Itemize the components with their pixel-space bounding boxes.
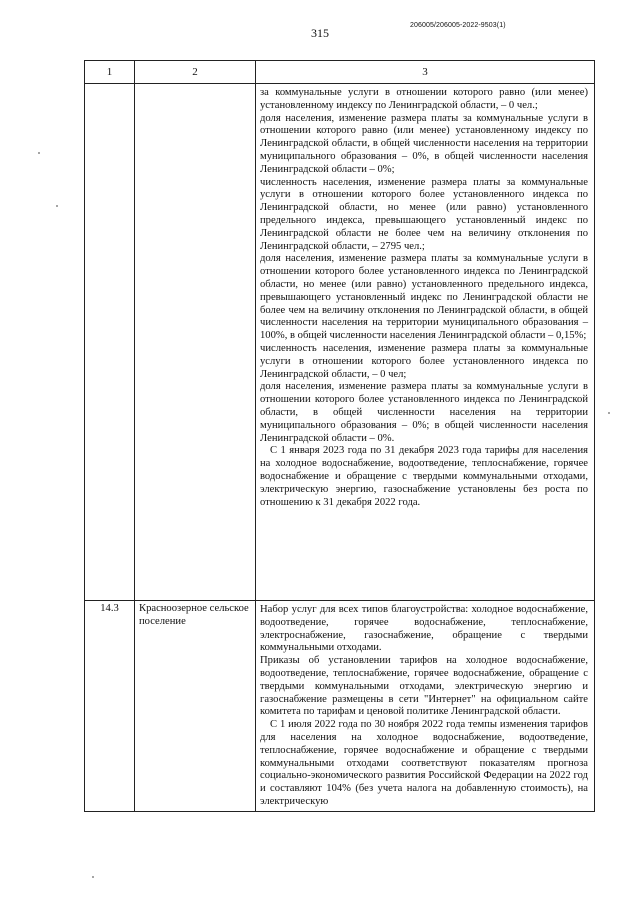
paragraph: Набор услуг для всех типов благоустройства: холодное водоснабжение, водоотведение, горячее водоснабжение, теплоснабжение, электроснабжение, газоснабжение, обращение с твердыми коммунальными отходами. [260, 604, 588, 654]
scan-speck [38, 152, 40, 154]
paragraph: С 1 июля 2022 года по 30 ноября 2022 года темпы изменения тарифов для населения на холодное водоснабжение, водоотведение, теплоснабжение, горячее водоснабжение и обращение с твердыми коммунальными отходами соответствуют показателям прогноза социально-экономического развития Российской Федерации на 2022 год и составляют 104% (без учета налога на добавленную стоимость), на электрическую [260, 719, 588, 807]
settlement-name [135, 84, 256, 601]
column-header-1: 1 [85, 61, 135, 84]
description-cell [256, 601, 595, 812]
row-number [85, 84, 135, 601]
column-header-3: 3 [256, 61, 595, 84]
description-cell [256, 84, 595, 601]
paragraph: доля населения, изменение размера платы за коммунальные услуги в отношении которого более установленного индекса по Ленинградской области, в общей численности населения на территории муниципального образования – 0%; в общей численности населения Ленинградской области – 0%. [260, 381, 588, 444]
page-number: 315 [311, 26, 329, 40]
scan-speck [608, 412, 610, 414]
settlement-name: Красноозерное сельское поселение [135, 601, 256, 812]
paragraph: численность населения, изменение размера платы за коммунальные услуги в отношении которого более установленного индекса по Ленинградской области, но менее (или равно) установленного предельного индекса, превышающего установленный индекс по Ленинградской области не более чем на величину отклонения по Ленинградской области, – 2795 чел.; [260, 176, 588, 252]
row-number: 14.3 [85, 601, 135, 812]
scan-speck [56, 205, 58, 207]
document-id: 206005/206005-2022-9503(1) [410, 22, 506, 29]
table-header-row [85, 61, 595, 84]
paragraph: численность населения, изменение размера платы за коммунальные услуги в отношении которого более установленного индекса по Ленинградской области, – 0 чел; [260, 342, 588, 380]
paragraph: доля населения, изменение размера платы за коммунальные услуги в отношении которого равно (или менее) установленному индексу по Ленинградской области, в общей численности населения на территории муниципального образования – 0%, в общей численности населения Ленинградской области – 0%; [260, 112, 588, 175]
table-row [85, 84, 595, 601]
paragraph: доля населения, изменение размера платы за коммунальные услуги в отношении которого более установленного индекса по Ленинградской области, но менее (или равно) установленного предельного индекса, превышающего установленный индекс по Ленинградской области не более чем на величину отклонения по Ленинградской области, в общей численности населения на территории муниципального образования – 100%, в общей численности населения Ленинградской области – 0,15%; [260, 253, 588, 342]
paragraph: за коммунальные услуги в отношении которого равно (или менее) установленному индексу по Ленинградской области, – 0 чел.; [260, 87, 588, 111]
tariff-table [84, 60, 595, 812]
table-row [85, 601, 595, 812]
paragraph: С 1 января 2023 года по 31 декабря 2023 года тарифы для населения на холодное водоснабжение, водоотведение, теплоснабжение, горячее водоснабжение и обращение с твердыми коммунальными отходами, электрическую энергию, газоснабжение установлены без роста по отношению к 31 декабря 2022 года. [260, 445, 588, 508]
paragraph: Приказы об установлении тарифов на холодное водоснабжение, водоотведение, теплоснабжение, горячее водоснабжение, обращение с твердыми коммунальными отходами, электрическую энергию и газоснабжение размещены в сети "Интернет" на официальном сайте комитета по тарифам и ценовой политике Ленинградской области. [260, 655, 588, 718]
column-header-2: 2 [135, 61, 256, 84]
scan-speck [92, 876, 94, 878]
